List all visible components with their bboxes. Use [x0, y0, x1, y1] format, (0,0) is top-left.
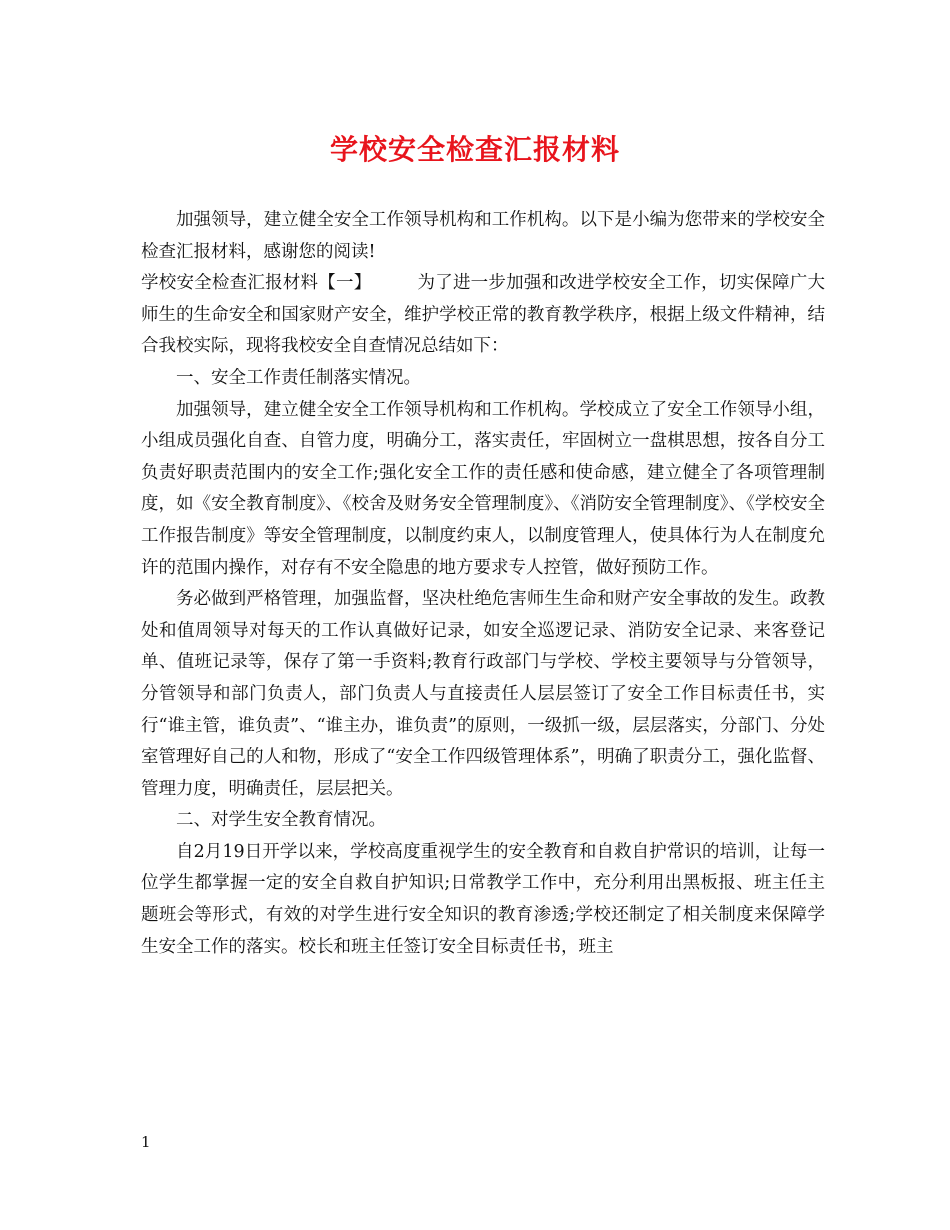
section-label: 学校安全检查汇报材料【一】	[141, 273, 372, 294]
document-body	[141, 205, 825, 963]
document-title: 学校安全检查汇报材料	[329, 133, 620, 166]
paragraph-1: 加强领导，建立健全安全工作领导机构和工作机构。学校成立了安全工作领导小组，小组成员强化自查、自管力度，明确分工，落实责任，牢固树立一盘棋思想，按各自分工负责好职责范围内的安全工作;强化安全工作的责任感和使命感，建立健全了各项管理制度，如《安全教育制度》、《校舍及财务安全管理制度》、《消防安全管理制度》、《学校安全工作报告制度》等安全管理制度，以制度约束人，以制度管理人，使具体行为人在制度允许的范围内操作，对存有不安全隐患的地方要求专人控管，做好预防工作。	[141, 399, 825, 578]
paragraph-2: 务必做到严格管理，加强监督，坚决杜绝危害师生生命和财产安全事故的发生。政教处和值周领导对每天的工作认真做好记录，如安全巡逻记录、消防安全记录、来客登记单、值班记录等，保存了第一手资料;教育行政部门与学校、学校主要领导与分管领导，分管领导和部门负责人，部门负责人与直接责任人层层签订了安全工作目标责任书，实行“谁主管，谁负责”、“谁主办，谁负责”的原则，一级抓一级，层层落实，分部门、分处室管理好自己的人和物，形成了“安全工作四级管理体系”，明确了职责分工，强化监督、管理力度，明确责任，层层把关。	[141, 589, 825, 799]
heading-2: 二、对学生安全教育情况。	[176, 810, 386, 831]
intro-paragraph: 加强领导，建立健全安全工作领导机构和工作机构。以下是小编为您带来的学校安全检查汇报材料，感谢您的阅读!	[141, 210, 825, 262]
page-number: 1	[141, 1133, 151, 1151]
section-intro-paragraph	[141, 268, 825, 363]
heading-1: 一、安全工作责任制落实情况。	[176, 367, 421, 388]
section-intro-text: 为了进一步加强和改进学校安全工作，切实保障广大师生的生命安全和国家财产安全，维护学校正常的教育教学秩序，根据上级文件精神，结合我校实际，现将我校安全自查情况总结如下：	[141, 273, 826, 357]
paragraph-3: 自2月19日开学以来，学校高度重视学生的安全教育和自救自护常识的培训，让每一位学生都掌握一定的安全自救自护知识;日常教学工作中，充分利用出黑板报、班主任主题班会等形式，有效的对学生进行安全知识的教育渗透;学校还制定了相关制度来保障学生安全工作的落实。校长和班主任签订安全目标责任书，班主	[141, 841, 825, 957]
